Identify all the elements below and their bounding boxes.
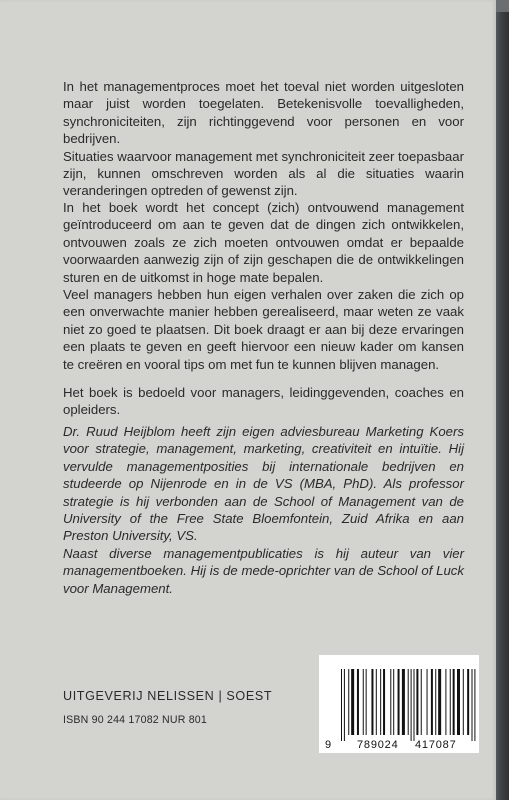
barcode-bar: [445, 669, 446, 735]
barcode-bar: [431, 669, 433, 735]
barcode-bar: [450, 669, 451, 735]
barcode-digits-left: 789024: [357, 739, 399, 751]
publisher-name: UITGEVERIJ NELISSEN | SOEST: [63, 689, 273, 703]
author-bio-paragraph-2: Naast diverse managementpublicaties is hij auteur van vier managementboeken. Hij is de mede-oprichter van de School of Luck voor Management.: [63, 545, 464, 596]
barcode-bar: [376, 669, 377, 735]
barcode-bar: [393, 669, 394, 735]
barcode-bar: [380, 669, 381, 735]
barcode: [319, 655, 479, 753]
barcode-bar: [398, 669, 400, 735]
blurb-paragraph-3: In het boek wordt het concept (zich) ontvouwend management geïntroduceerd om aan te geven dat de dingen zich ontwikkelen, ontvouwen zoals ze zich moeten ontvouwen omdat er bepaalde voorwaarden aanwezig zijn of zijn geschapen die de ontwikkelingen sturen en de uitkomst in hoge mate bepalen.: [63, 200, 464, 285]
barcode-bar: [438, 669, 441, 735]
book-page-edge-top: [496, 0, 509, 12]
barcode-bar: [383, 669, 385, 735]
barcode-bar: [421, 669, 422, 735]
barcode-bar: [371, 669, 373, 735]
blurb-paragraph-2: Situaties waarvoor management met synchroniciteit zeer toepasbaar zijn, kunnen omschreven worden als al die situaties waarin veranderingen optreden of gewenst zijn.: [63, 148, 464, 199]
barcode-graphic: [319, 655, 479, 753]
barcode-bar: [402, 669, 405, 735]
barcode-bar: [467, 669, 469, 735]
isbn-line: ISBN 90 244 17082 NUR 801: [63, 714, 207, 726]
barcode-bar: [457, 669, 460, 735]
audience-statement: [63, 384, 464, 419]
barcode-lead-digit: 9: [325, 739, 332, 751]
author-bio-paragraph-1: Dr. Ruud Heijblom heeft zijn eigen adviesbureau Marketing Koers voor strategie, management, marketing, creativiteit en intuïtie. Hij vervulde managementposities bij internationale bedrijven en studeerde op Nijenrode en in de VS (MBA, PhD). Als professor strategie is hij verbonden aan de School of Management van de University of the Free State Bloemfontein, Zuid Afrika en aan Preston University, VS.: [63, 424, 464, 544]
barcode-bar: [366, 669, 367, 735]
author-bio: [63, 423, 464, 597]
blurb-paragraph-5: Het boek is bedoeld voor managers, leidinggevenden, coaches en opleiders.: [63, 385, 464, 418]
barcode-bar: [463, 669, 464, 735]
blurb-intro: [63, 78, 464, 200]
blurb-body: [63, 199, 464, 373]
barcode-bar: [341, 669, 342, 741]
barcode-bar: [411, 669, 412, 741]
barcode-bar: [348, 669, 349, 735]
barcode-bar: [416, 669, 418, 735]
barcode-bar: [344, 669, 345, 741]
barcode-bar: [414, 669, 415, 741]
barcode-bar: [427, 669, 428, 735]
blurb-paragraph-1: In het managementproces moet het toeval niet worden uitgesloten maar juist worden toegelaten. Betekenisvolle toevalligheden, synchroniciteiten, zijn richtinggevend voor personen en voor bedrijven.: [63, 79, 464, 147]
barcode-bar: [453, 669, 455, 735]
barcode-bar: [408, 669, 409, 735]
barcode-bar: [363, 669, 364, 735]
barcode-bar: [474, 669, 475, 741]
book-page-edge: [496, 0, 509, 800]
barcode-bar: [357, 669, 359, 735]
blurb-paragraph-4: Veel managers hebben hun eigen verhalen over zaken die zich op een onverwachte manier hebben gerealiseerd, maar weten ze vaak niet zo goed te plaatsen. Dit boek draagt er aan bij deze ervaringen een plaats te geven en geeft hiervoor een nieuw kader om kansen te creëren en vooral tips om met fun te kunnen blijven managen.: [63, 287, 464, 372]
barcode-bar: [472, 669, 473, 741]
barcode-bar: [435, 669, 436, 735]
barcode-bar: [390, 669, 391, 735]
barcode-bar: [351, 669, 354, 735]
barcode-digits-right: 417087: [415, 739, 457, 751]
